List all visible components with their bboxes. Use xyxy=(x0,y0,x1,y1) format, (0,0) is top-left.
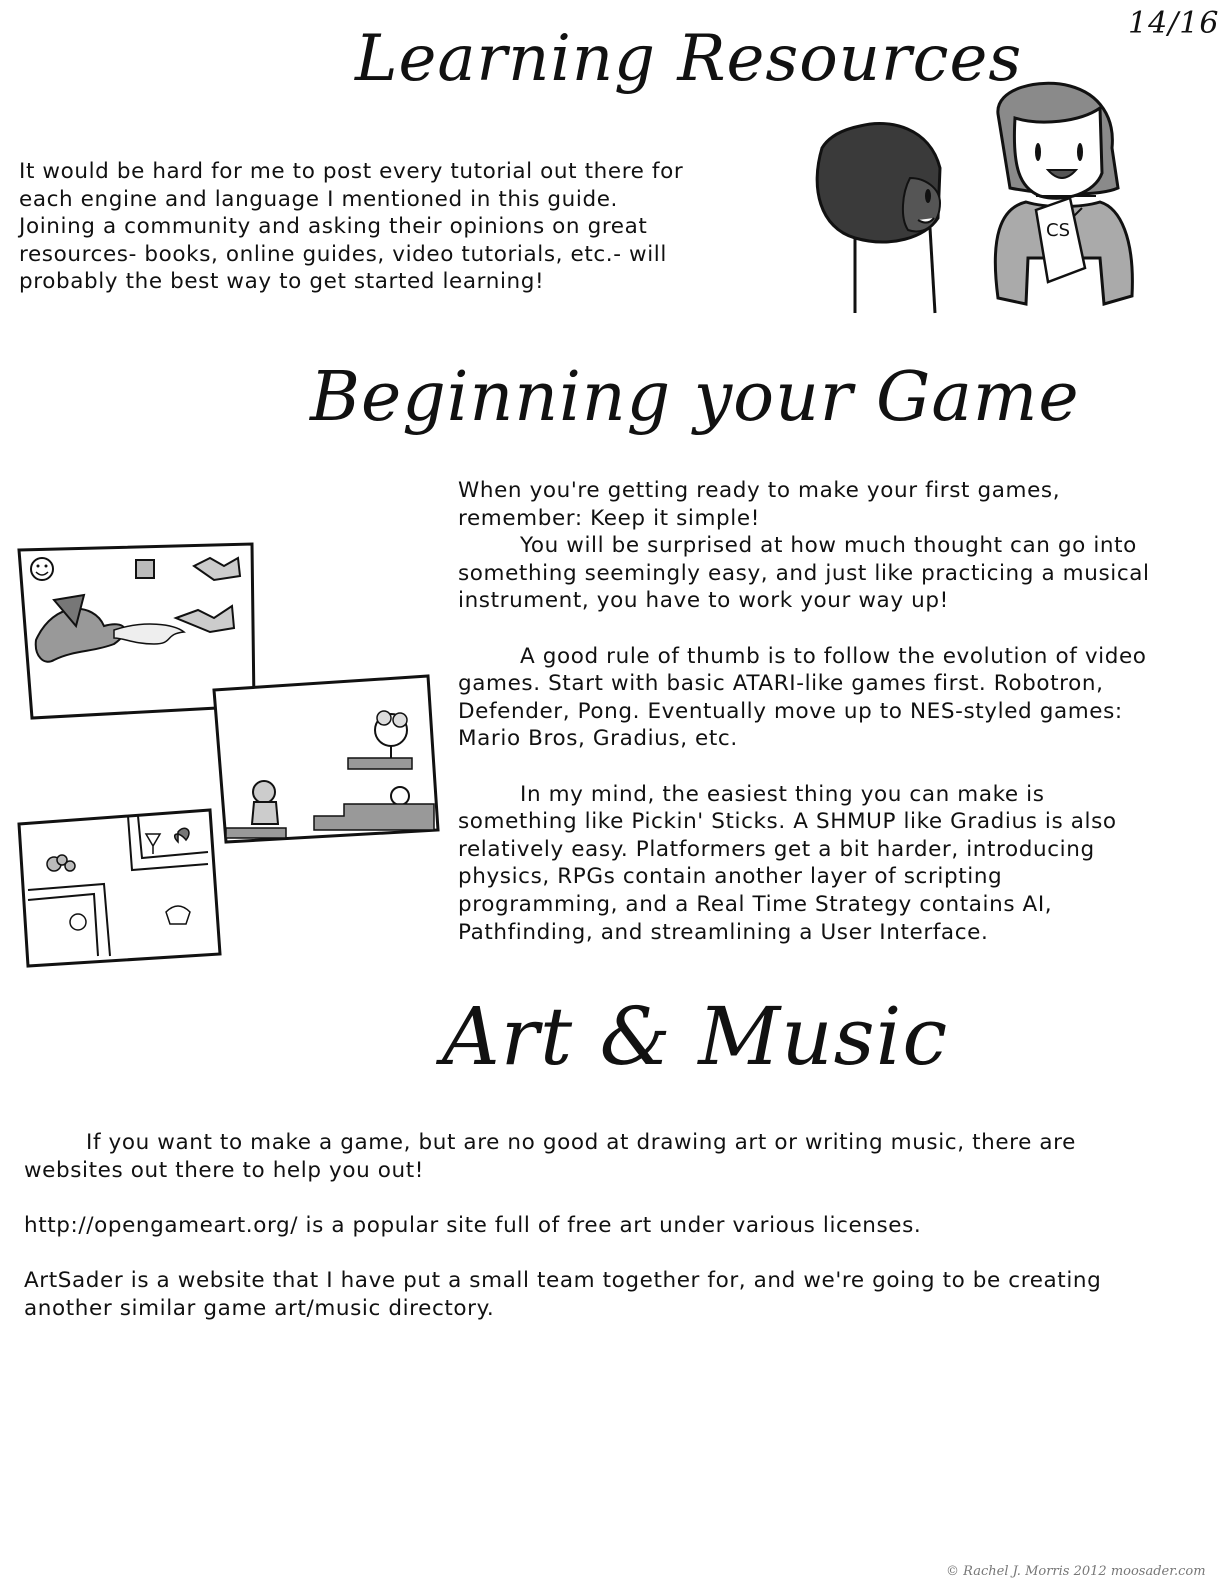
beginning-paragraph-3: A good rule of thumb is to follow the evolution of video games. Start with basic ATARI-like games first. Robotron, Defender, Pong. Eventually move up to NES-styled games: Mario Bros, Gradius, etc. xyxy=(458,643,1147,752)
characters-illustration xyxy=(800,78,1140,318)
art-music-text xyxy=(24,1129,1204,1322)
cs-badge: CS xyxy=(1046,220,1070,241)
dark-haired-character xyxy=(817,123,940,313)
beginning-paragraph-1: When you're getting ready to make your first games, remember: Keep it simple! xyxy=(458,478,1061,531)
game-sketches-illustration xyxy=(14,540,444,972)
art-music-title: Art & Music xyxy=(442,990,949,1083)
learning-resources-text: It would be hard for me to post every tutorial out there for each engine and language I mentioned in this guide. Joining a community and asking their opinions on great resources- books, online guides, video tutorials, etc.- will probably the best way to get started learning! xyxy=(19,159,684,295)
beginning-paragraph-4: In my mind, the easiest thing you can make is something like Pickin' Sticks. A SHMUP like Gradius is also relatively easy. Platformers get a bit harder, introducing physics, RPGs contain another layer of scripting programming, and a Real Time Strategy contains AI, Pathfinding, and streamlining a User Interface. xyxy=(458,781,1117,945)
beginning-paragraph-2: You will be surprised at how much thought can go into something seemingly easy, and just like practicing a musical instrument, you have to work your way up! xyxy=(458,533,1150,614)
page-number: 14/16 xyxy=(1128,6,1220,41)
rpg-sketch xyxy=(19,810,220,966)
light-haired-character xyxy=(995,83,1132,304)
platformer-sketch xyxy=(214,676,438,842)
learning-resources-title: Learning Resources xyxy=(355,22,1023,96)
art-paragraph-2: http://opengameart.org/ is a popular site full of free art under various licenses. xyxy=(24,1212,922,1238)
beginning-game-text xyxy=(458,477,1208,946)
art-paragraph-1: If you want to make a game, but are no good at drawing art or writing music, there are websites out there to help you out! xyxy=(24,1130,1076,1183)
beginning-game-title: Beginning your Game xyxy=(310,358,1080,437)
footer-credit: © Rachel J. Morris 2012 moosader.com xyxy=(946,1564,1206,1579)
art-paragraph-3: ArtSader is a website that I have put a small team together for, and we're going to be creating another similar game art/music directory. xyxy=(24,1267,1102,1321)
